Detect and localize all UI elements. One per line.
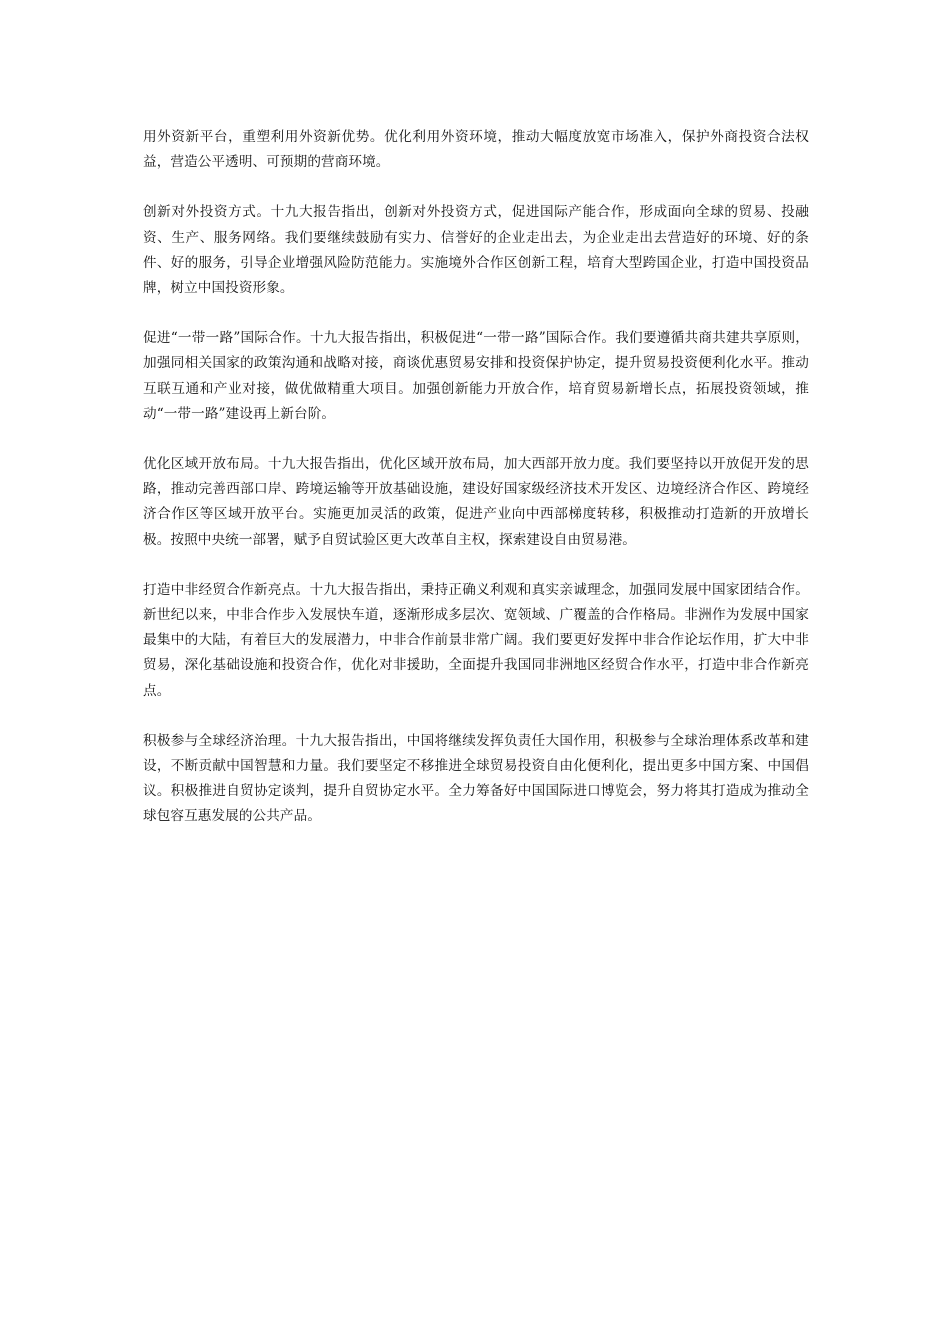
paragraph-belt-and-road: 促进“一带一路”国际合作。十九大报告指出，积极促进“一带一路”国际合作。我们要遵循共商共建共享原则，加强同相关国家的政策沟通和战略对接，商谈优惠贸易安排和投资保护协定，提升贸易投资便利化水平。推动互联互通和产业对接，做优做精重大项目。加强创新能力开放合作，培育贸易新增长点，拓展投资领域，推动“一带一路”建设再上新台阶。 [143,330,809,422]
paragraph-foreign-investment: 用外资新平台，重塑利用外资新优势。优化利用外资环境，推动大幅度放宽市场准入，保护外商投资合法权益，营造公平透明、可预期的营商环境。 [143,129,809,171]
paragraph-regional-opening: 优化区域开放布局。十九大报告指出，优化区域开放布局，加大西部开放力度。我们要坚持以开放促开发的思路，推动完善西部口岸、跨境运输等开放基础设施，建设好国家级经济技术开发区、边境经济合作区、跨境经济合作区等区域开放平台。实施更加灵活的政策，促进产业向中西部梯度转移，积极推动打造新的开放增长极。按照中央统一部署，赋予自贸试验区更大改革自主权，探索建设自由贸易港。 [143,456,809,548]
paragraph-global-governance: 积极参与全球经济治理。十九大报告指出，中国将继续发挥负责任大国作用，积极参与全球治理体系改革和建设，不断贡献中国智慧和力量。我们要坚定不移推进全球贸易投资自由化便利化，提出更多中国方案、中国倡议。积极推进自贸协定谈判，提升自贸协定水平。全力筹备好中国国际进口博览会，努力将其打造成为推动全球包容互惠发展的公共产品。 [143,732,809,825]
document-body [143,125,809,855]
paragraph-outbound-investment: 创新对外投资方式。十九大报告指出，创新对外投资方式，促进国际产能合作，形成面向全球的贸易、投融资、生产、服务网络。我们要继续鼓励有实力、信誉好的企业走出去，为企业走出去营造好的环境、好的条件、好的服务，引导企业增强风险防范能力。实施境外合作区创新工程，培育大型跨国企业，打造中国投资品牌，树立中国投资形象。 [143,204,809,297]
paragraph-china-africa: 打造中非经贸合作新亮点。十九大报告指出，秉持正确义利观和真实亲诚理念，加强同发展中国家团结合作。新世纪以来，中非合作步入发展快车道，逐渐形成多层次、宽领域、广覆盖的合作格局。非洲作为发展中国家最集中的大陆，有着巨大的发展潜力，中非合作前景非常广阔。我们要更好发挥中非合作论坛作用，扩大中非贸易，深化基础设施和投资合作，优化对非援助，全面提升我国同非洲地区经贸合作水平，打造中非合作新亮点。 [143,581,809,699]
